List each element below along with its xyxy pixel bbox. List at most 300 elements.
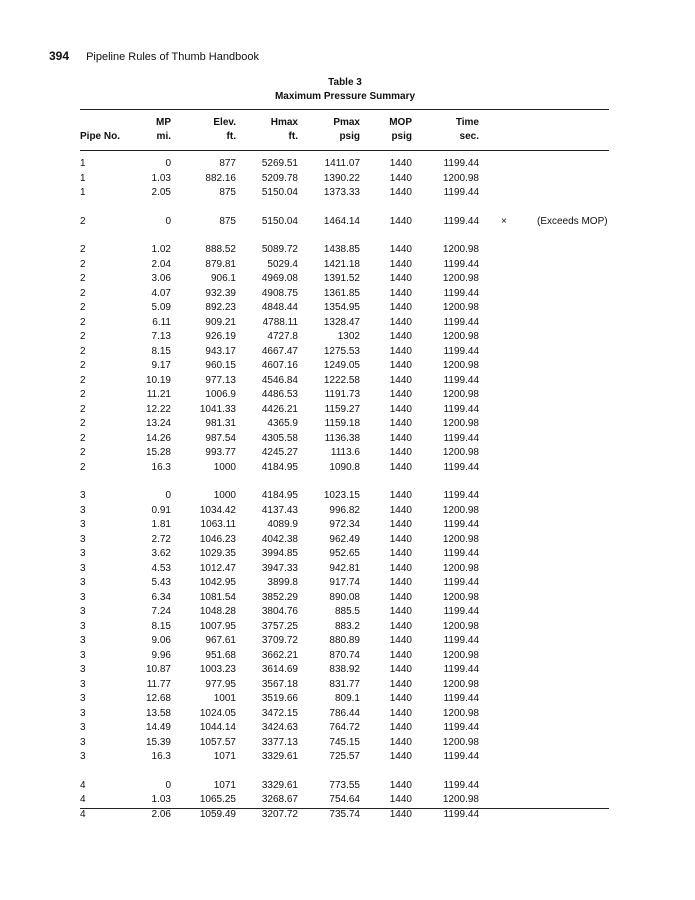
cell-hmax: 4667.47 [261, 345, 298, 357]
header-mp-unit: mi. [156, 131, 171, 142]
cell-mop: 1440 [389, 533, 412, 545]
cell-pipe-no: 3 [80, 751, 86, 762]
cell-mop: 1440 [389, 577, 412, 588]
cell-hmax: 4305.58 [261, 432, 298, 444]
cell-elev: 906.1 [210, 273, 236, 284]
cell-pmax: 1090.8 [329, 461, 360, 473]
cell-pipe-no: 2 [80, 258, 86, 270]
cell-mop: 1440 [389, 287, 412, 299]
cell-time: 1199.44 [443, 664, 479, 675]
cell-mop: 1440 [389, 693, 412, 704]
cell-mp: 2.06 [151, 808, 171, 820]
cell-time: 1200.98 [442, 244, 479, 255]
cell-hmax: 3519.66 [261, 693, 298, 704]
cell-mop: 1440 [389, 258, 412, 270]
cell-hmax: 5209.78 [261, 172, 298, 184]
cell-elev: 892.23 [205, 302, 236, 313]
cell-mp: 5.09 [151, 302, 171, 313]
cell-mop: 1440 [389, 722, 412, 733]
cell-time: 1200.98 [442, 562, 479, 574]
cell-elev: 1046.23 [199, 533, 236, 545]
cell-elev: 1044.14 [199, 722, 236, 733]
cell-mop: 1440 [389, 490, 412, 501]
cell-mop: 1440 [389, 707, 412, 719]
header-hmax-unit: ft. [288, 131, 298, 142]
cell-mop: 1440 [389, 736, 412, 748]
cell-mp: 2.05 [151, 187, 171, 198]
cell-mp: 7.13 [151, 331, 171, 342]
cell-hmax: 5029.4 [267, 258, 298, 270]
cell-elev: 1071 [213, 751, 236, 762]
cell-time: 1199.44 [443, 519, 479, 530]
header-time-unit: sec. [459, 131, 479, 142]
cell-pmax: 1438.85 [323, 244, 360, 255]
cell-time: 1200.98 [442, 649, 479, 661]
cell-time: 1199.44 [443, 577, 479, 588]
cell-pipe-no: 2 [80, 287, 86, 299]
cell-time: 1200.98 [442, 533, 479, 545]
cell-time: 1199.44 [443, 158, 479, 169]
header-hmax-label: Hmax [270, 117, 298, 128]
cell-hmax: 4607.16 [261, 360, 298, 371]
cell-mp: 9.96 [151, 649, 171, 661]
cell-mp: 14.49 [145, 722, 171, 733]
cell-pipe-no: 3 [80, 533, 86, 545]
cell-pipe-no: 2 [80, 273, 86, 284]
header-pipe-no-unit: Pipe No. [80, 131, 121, 142]
cell-pipe-no: 1 [80, 158, 86, 169]
cell-mp: 1.81 [151, 519, 171, 530]
cell-mop: 1440 [389, 360, 412, 371]
cell-mop: 1440 [389, 316, 412, 328]
cell-pmax: 1391.52 [323, 273, 360, 284]
cell-pmax: 1159.18 [324, 418, 360, 429]
cell-pipe-no: 3 [80, 693, 86, 704]
cell-time: 1200.98 [442, 302, 479, 313]
cell-mop: 1440 [389, 374, 412, 386]
cell-time: 1200.98 [442, 591, 479, 603]
cell-hmax: 5150.04 [261, 187, 298, 198]
cell-mop: 1440 [389, 779, 412, 791]
cell-pipe-no: 3 [80, 591, 86, 603]
exceeds-mop-marker: × [501, 215, 507, 227]
cell-mp: 4.53 [151, 562, 171, 574]
cell-mop: 1440 [389, 548, 412, 559]
cell-pmax: 952.65 [329, 548, 360, 559]
cell-mop: 1440 [389, 519, 412, 530]
cell-hmax: 5089.72 [261, 244, 298, 255]
cell-mop: 1440 [389, 244, 412, 255]
cell-pmax: 1421.18 [323, 258, 360, 270]
cell-time: 1199.44 [443, 693, 479, 704]
cell-pmax: 725.57 [329, 751, 360, 762]
cell-elev: 1001 [213, 693, 236, 704]
cell-mop: 1440 [389, 158, 412, 169]
cell-hmax: 3804.76 [261, 606, 298, 617]
cell-pipe-no: 2 [80, 302, 86, 313]
cell-time: 1199.44 [443, 490, 479, 501]
cell-pmax: 1249.05 [323, 360, 360, 371]
cell-pipe-no: 2 [80, 374, 86, 386]
cell-mop: 1440 [389, 432, 412, 444]
cell-time: 1200.98 [442, 504, 479, 516]
cell-mp: 3.06 [151, 273, 171, 284]
cell-pmax: 745.15 [329, 736, 360, 748]
cell-elev: 879.81 [205, 258, 236, 270]
cell-mp: 16.3 [151, 461, 171, 473]
cell-time: 1200.98 [442, 447, 479, 458]
cell-pipe-no: 3 [80, 490, 86, 501]
cell-hmax: 4546.84 [261, 374, 298, 386]
cell-pipe-no: 4 [80, 794, 86, 805]
cell-elev: 1024.05 [199, 707, 236, 719]
cell-time: 1199.44 [443, 635, 479, 646]
cell-time: 1199.44 [443, 215, 479, 227]
cell-pmax: 1302 [337, 331, 360, 342]
cell-pmax: 1136.38 [324, 432, 360, 444]
cell-hmax: 4042.38 [261, 533, 298, 545]
header-pmax-unit: psig [339, 131, 360, 142]
cell-mop: 1440 [389, 606, 412, 617]
cell-hmax: 3852.29 [261, 591, 298, 603]
cell-pipe-no: 2 [80, 447, 86, 458]
cell-pipe-no: 1 [80, 187, 86, 198]
cell-hmax: 3662.21 [261, 649, 298, 661]
cell-elev: 1007.95 [199, 620, 236, 632]
cell-hmax: 4727.8 [267, 331, 298, 342]
cell-mop: 1440 [389, 172, 412, 184]
cell-elev: 967.61 [205, 635, 236, 646]
cell-mp: 12.68 [145, 693, 171, 704]
cell-mp: 0.91 [151, 504, 171, 516]
cell-elev: 993.77 [205, 447, 236, 458]
page-number: 394 [49, 49, 70, 63]
cell-elev: 875 [219, 215, 236, 227]
cell-pmax: 735.74 [329, 808, 360, 820]
cell-time: 1199.44 [443, 548, 479, 559]
cell-mop: 1440 [389, 620, 412, 632]
cell-hmax: 3757.25 [261, 620, 298, 632]
cell-mp: 0 [165, 158, 171, 169]
cell-mp: 7.24 [151, 606, 171, 617]
cell-mp: 5.43 [151, 577, 171, 588]
cell-time: 1199.44 [443, 751, 479, 762]
cell-hmax: 3207.72 [261, 808, 298, 820]
cell-time: 1199.44 [443, 374, 479, 386]
cell-elev: 909.21 [205, 316, 236, 328]
cell-mop: 1440 [389, 215, 412, 227]
cell-pmax: 870.74 [329, 649, 360, 661]
cell-pipe-no: 3 [80, 649, 86, 661]
cell-pmax: 1222.58 [323, 374, 360, 386]
cell-pmax: 1023.15 [323, 490, 360, 501]
cell-pipe-no: 3 [80, 504, 86, 516]
cell-pipe-no: 3 [80, 620, 86, 632]
cell-pmax: 1191.73 [324, 389, 360, 400]
cell-mp: 8.15 [151, 620, 171, 632]
cell-pmax: 1390.22 [323, 172, 360, 184]
cell-pmax: 838.92 [329, 664, 360, 675]
cell-hmax: 3377.13 [261, 736, 298, 748]
cell-elev: 1059.49 [199, 808, 236, 820]
cell-time: 1200.98 [442, 707, 479, 719]
cell-elev: 1057.57 [199, 736, 236, 748]
cell-elev: 1065.25 [199, 794, 236, 805]
cell-hmax: 4184.95 [261, 490, 298, 501]
cell-mp: 2.04 [151, 258, 171, 270]
cell-pipe-no: 4 [80, 808, 86, 820]
cell-mp: 9.06 [151, 635, 171, 646]
cell-pmax: 885.5 [334, 606, 360, 617]
cell-elev: 987.54 [205, 432, 236, 444]
cell-hmax: 3994.85 [261, 548, 298, 559]
cell-mp: 6.34 [151, 591, 171, 603]
cell-pmax: 809.1 [334, 693, 360, 704]
cell-hmax: 4426.21 [261, 403, 298, 415]
cell-hmax: 4184.95 [261, 461, 298, 473]
cell-elev: 977.95 [205, 678, 236, 690]
cell-elev: 1034.42 [199, 504, 236, 516]
cell-pmax: 1411.07 [324, 158, 360, 169]
cell-hmax: 3268.67 [261, 794, 298, 805]
cell-mop: 1440 [389, 504, 412, 516]
cell-time: 1199.44 [443, 808, 479, 820]
cell-pmax: 880.89 [329, 635, 360, 646]
cell-elev: 1071 [213, 779, 236, 791]
cell-elev: 960.15 [205, 360, 236, 371]
cell-time: 1200.98 [442, 620, 479, 632]
header-pmax-label: Pmax [333, 117, 360, 128]
cell-elev: 1063.11 [200, 519, 236, 530]
cell-pmax: 962.49 [329, 533, 360, 545]
cell-mop: 1440 [389, 808, 412, 820]
cell-time: 1200.98 [442, 736, 479, 748]
cell-elev: 1041.33 [199, 403, 236, 415]
cell-elev: 1029.35 [199, 548, 236, 559]
cell-time: 1199.44 [443, 779, 479, 791]
cell-mp: 15.28 [145, 447, 171, 458]
cell-mp: 11.21 [146, 389, 171, 400]
cell-pmax: 1113.6 [330, 447, 360, 458]
cell-pipe-no: 4 [80, 779, 86, 791]
cell-elev: 888.52 [205, 244, 236, 255]
cell-mp: 1.03 [151, 172, 171, 184]
cell-elev: 1003.23 [199, 664, 236, 675]
exceeds-mop-note: (Exceeds MOP) [537, 215, 608, 227]
cell-pmax: 890.08 [329, 591, 360, 603]
cell-hmax: 3947.33 [261, 562, 298, 574]
cell-mp: 10.19 [145, 374, 171, 386]
table-label: Table 3 [328, 77, 362, 88]
cell-pipe-no: 3 [80, 548, 86, 559]
table-bottom-rule [80, 808, 609, 809]
cell-mp: 4.07 [151, 287, 171, 299]
cell-mp: 11.77 [146, 678, 171, 690]
cell-hmax: 3329.61 [261, 779, 298, 791]
cell-hmax: 4788.11 [262, 316, 298, 328]
cell-mop: 1440 [389, 562, 412, 574]
cell-pipe-no: 3 [80, 519, 86, 530]
cell-hmax: 4908.75 [261, 287, 298, 299]
cell-pipe-no: 3 [80, 606, 86, 617]
header-mop-label: MOP [389, 117, 412, 128]
cell-pipe-no: 2 [80, 215, 86, 227]
cell-hmax: 3614.69 [261, 664, 298, 675]
cell-time: 1199.44 [443, 606, 479, 617]
cell-pipe-no: 2 [80, 360, 86, 371]
cell-pmax: 942.81 [329, 562, 360, 574]
cell-pmax: 1159.27 [324, 403, 360, 415]
cell-hmax: 4365.9 [267, 418, 298, 429]
cell-pmax: 764.72 [329, 722, 360, 733]
cell-pipe-no: 2 [80, 316, 86, 328]
cell-pipe-no: 2 [80, 418, 86, 429]
cell-mp: 2.72 [151, 533, 171, 545]
cell-mop: 1440 [389, 418, 412, 429]
cell-time: 1200.98 [442, 389, 479, 400]
cell-pipe-no: 2 [80, 461, 86, 473]
table-title: Maximum Pressure Summary [274, 91, 416, 102]
cell-elev: 877 [219, 158, 236, 169]
cell-pmax: 1361.85 [323, 287, 360, 299]
cell-hmax: 3899.8 [267, 577, 298, 588]
cell-time: 1200.98 [442, 360, 479, 371]
cell-pmax: 1373.33 [323, 187, 360, 198]
cell-mp: 1.02 [151, 244, 171, 255]
cell-hmax: 4969.08 [261, 273, 298, 284]
cell-mp: 13.24 [145, 418, 171, 429]
cell-pmax: 996.82 [329, 504, 360, 516]
cell-pmax: 917.74 [329, 577, 360, 588]
cell-mp: 16.3 [151, 751, 171, 762]
cell-mop: 1440 [389, 273, 412, 284]
header-bottom-rule [80, 150, 609, 151]
cell-pmax: 754.64 [329, 794, 360, 805]
cell-pipe-no: 2 [80, 432, 86, 444]
cell-mop: 1440 [389, 794, 412, 805]
cell-mp: 12.22 [145, 403, 171, 415]
cell-elev: 1042.95 [199, 577, 236, 588]
cell-elev: 932.39 [205, 287, 236, 299]
cell-elev: 1048.28 [199, 606, 236, 617]
cell-elev: 951.68 [205, 649, 236, 661]
cell-pmax: 1354.95 [323, 302, 360, 313]
cell-pipe-no: 1 [80, 172, 86, 184]
cell-time: 1200.98 [442, 331, 479, 342]
cell-mp: 6.11 [152, 316, 171, 328]
cell-pipe-no: 3 [80, 722, 86, 733]
cell-time: 1199.44 [443, 403, 479, 415]
cell-mop: 1440 [389, 591, 412, 603]
header-elev-unit: ft. [226, 131, 236, 142]
cell-time: 1199.44 [443, 187, 479, 198]
cell-mop: 1440 [389, 331, 412, 342]
cell-mop: 1440 [389, 751, 412, 762]
cell-mp: 10.87 [145, 664, 171, 675]
cell-pipe-no: 3 [80, 736, 86, 748]
cell-hmax: 5150.04 [261, 215, 298, 227]
cell-pipe-no: 2 [80, 331, 86, 342]
cell-hmax: 3329.61 [261, 751, 298, 762]
cell-mp: 13.58 [145, 707, 171, 719]
cell-elev: 977.13 [205, 374, 236, 386]
cell-time: 1200.98 [442, 418, 479, 429]
cell-elev: 1012.47 [199, 562, 236, 574]
cell-elev: 1000 [213, 490, 236, 501]
cell-pipe-no: 3 [80, 577, 86, 588]
cell-pipe-no: 2 [80, 244, 86, 255]
cell-hmax: 5269.51 [261, 158, 298, 169]
cell-hmax: 4089.9 [267, 519, 298, 530]
header-time-label: Time [455, 117, 479, 128]
cell-mp: 15.39 [145, 736, 171, 748]
cell-mop: 1440 [389, 302, 412, 313]
cell-pipe-no: 3 [80, 635, 86, 646]
cell-hmax: 4848.44 [261, 302, 298, 313]
cell-hmax: 4137.43 [261, 504, 298, 516]
cell-elev: 875 [219, 187, 236, 198]
cell-hmax: 3567.18 [261, 678, 298, 690]
cell-pipe-no: 2 [80, 389, 86, 400]
cell-elev: 943.17 [205, 345, 236, 357]
cell-mp: 3.62 [151, 548, 171, 559]
cell-elev: 882.16 [205, 172, 236, 184]
header-mp-label: MP [156, 117, 171, 128]
cell-time: 1200.98 [442, 678, 479, 690]
cell-pmax: 831.77 [329, 678, 360, 690]
table-top-rule [80, 109, 609, 110]
cell-time: 1199.44 [443, 432, 479, 444]
cell-mop: 1440 [389, 403, 412, 415]
header-elev-label: Elev. [213, 117, 236, 128]
cell-hmax: 3709.72 [261, 635, 298, 646]
cell-pmax: 1464.14 [323, 215, 360, 227]
cell-pmax: 883.2 [334, 620, 360, 632]
running-head [49, 49, 259, 63]
cell-time: 1199.44 [443, 461, 479, 473]
cell-mop: 1440 [389, 187, 412, 198]
cell-hmax: 4486.53 [261, 389, 298, 400]
cell-mp: 0 [165, 779, 171, 791]
cell-mop: 1440 [389, 461, 412, 473]
cell-time: 1200.98 [442, 794, 479, 805]
cell-mp: 0 [165, 215, 171, 227]
cell-elev: 1081.54 [199, 591, 236, 603]
cell-elev: 1006.9 [205, 389, 236, 400]
cell-mop: 1440 [389, 678, 412, 690]
cell-hmax: 3472.15 [261, 707, 298, 719]
cell-time: 1199.44 [443, 316, 479, 328]
cell-pmax: 773.55 [329, 779, 360, 791]
header-mop-unit: psig [391, 131, 412, 142]
cell-time: 1199.44 [443, 258, 479, 270]
cell-pmax: 1275.53 [323, 345, 360, 357]
cell-mp: 14.26 [145, 432, 171, 444]
cell-pmax: 972.34 [329, 519, 360, 530]
cell-mop: 1440 [389, 664, 412, 675]
cell-mop: 1440 [389, 345, 412, 357]
cell-pmax: 786.44 [329, 707, 360, 719]
cell-time: 1199.44 [443, 722, 479, 733]
cell-mop: 1440 [389, 389, 412, 400]
cell-time: 1199.44 [443, 287, 479, 299]
cell-hmax: 3424.63 [261, 722, 298, 733]
cell-mp: 0 [165, 490, 171, 501]
cell-pmax: 1328.47 [323, 316, 360, 328]
cell-time: 1199.44 [443, 345, 479, 357]
book-title: Pipeline Rules of Thumb Handbook [86, 51, 259, 63]
cell-mop: 1440 [389, 447, 412, 458]
